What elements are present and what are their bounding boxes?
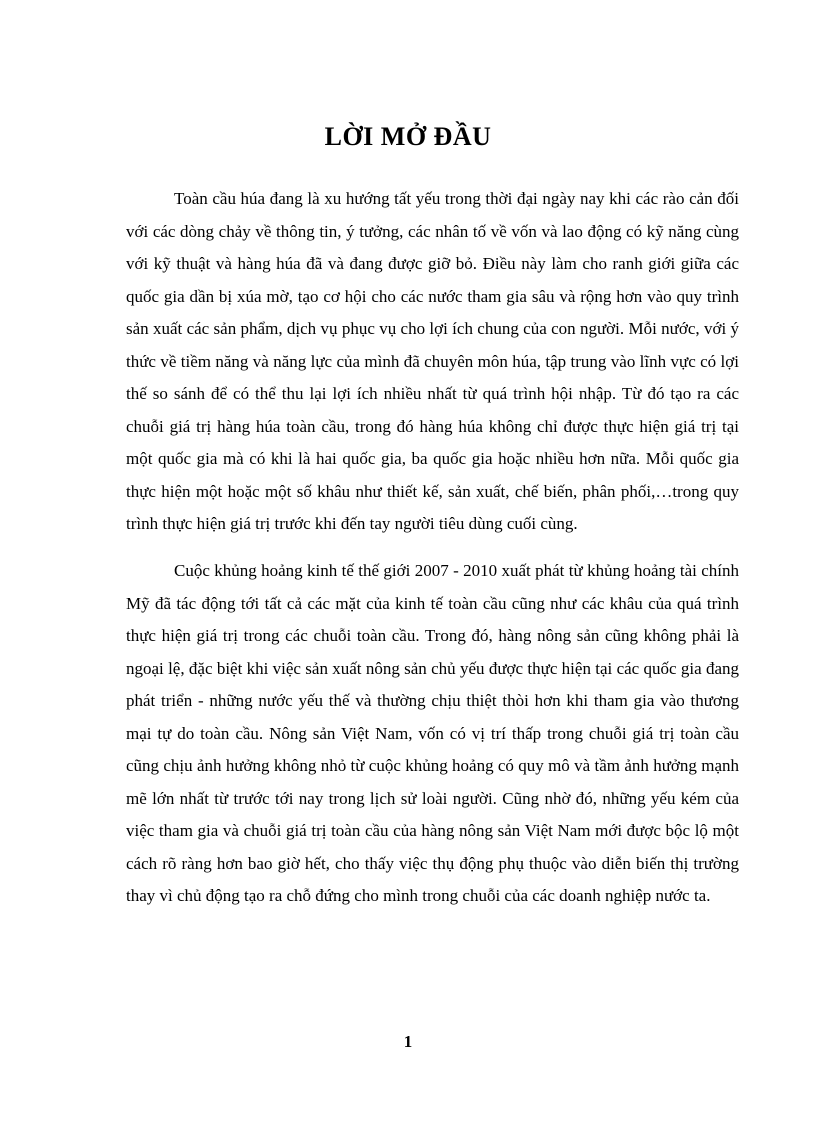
paragraph-text: Toàn cầu húa đang là xu hướng tất yếu trong thời đại ngày nay khi các rào cản đối với các dòng chảy về thông tin, ý tưởng, các nhân tố về vốn và lao động có kỹ năng cùng với kỹ thuật và hàng húa đã và đang được giỡ bỏ. Điều này làm cho ranh giới giữa các quốc gia dần bị xúa mờ, tạo cơ hội cho các nước tham gia sâu và rộng hơn vào quy trình sản xuất các sản phẩm, dịch vụ phục vụ cho lợi ích chung của con người. Mỗi nước, với ý thức về tiềm năng và năng lực của mình đã chuyên môn húa, tập trung vào lĩnh vực có lợi thế so sánh để có thể thu lại lợi ích nhiều nhất từ quá trình hội nhập. Từ đó tạo ra các chuỗi giá trị hàng húa toàn cầu, trong đó hàng húa không chỉ được thực hiện giá trị tại một quốc gia mà có khi là hai quốc gia, ba quốc gia hoặc nhiều hơn nữa. Mỗi quốc gia thực hiện một hoặc một số khâu như thiết kế, sản xuất, chế biến, phân phối,…trong quy trình thực hiện giá trị trước khi đến tay người tiêu dùng cuối cùng. xyxy=(126,189,739,533)
page-title: LỜI MỞ ĐẦU xyxy=(324,122,492,151)
page-number: 1 xyxy=(403,1032,413,1051)
paragraph-text: Cuộc khủng hoảng kinh tế thế giới 2007 - 2010 xuất phát từ khủng hoảng tài chính Mỹ đã tác động tới tất cả các mặt của kinh tế toàn cầu cũng như các khâu của quá trình thực hiện giá trị trong các chuỗi toàn cầu. Trong đó, hàng nông sản cũng không phải là ngoại lệ, đặc biệt khi việc sản xuất nông sản chủ yếu được thực hiện tại các quốc gia đang phát triển - những nước yếu thế và thường chịu thiệt thòi hơn khi tham gia vào thương mại tự do toàn cầu. Nông sản Việt Nam, vốn có vị trí thấp trong chuỗi giá trị toàn cầu cũng chịu ảnh hưởng không nhỏ từ cuộc khủng hoảng có quy mô và tầm ảnh hưởng mạnh mẽ lớn nhất từ trước tới nay trong lịch sử loài người. Cũng nhờ đó, những yếu kém của việc tham gia và chuỗi giá trị toàn cầu của hàng nông sản Việt Nam mới được bộc lộ một cách rõ ràng hơn bao giờ hết, cho thấy việc thụ động phụ thuộc vào diễn biến thị trường thay vì chủ động tạo ra chỗ đứng cho mình trong chuỗi của các doanh nghiệp nước ta. xyxy=(126,561,739,905)
paragraph-crisis xyxy=(126,555,739,913)
paragraph-intro xyxy=(126,183,739,541)
